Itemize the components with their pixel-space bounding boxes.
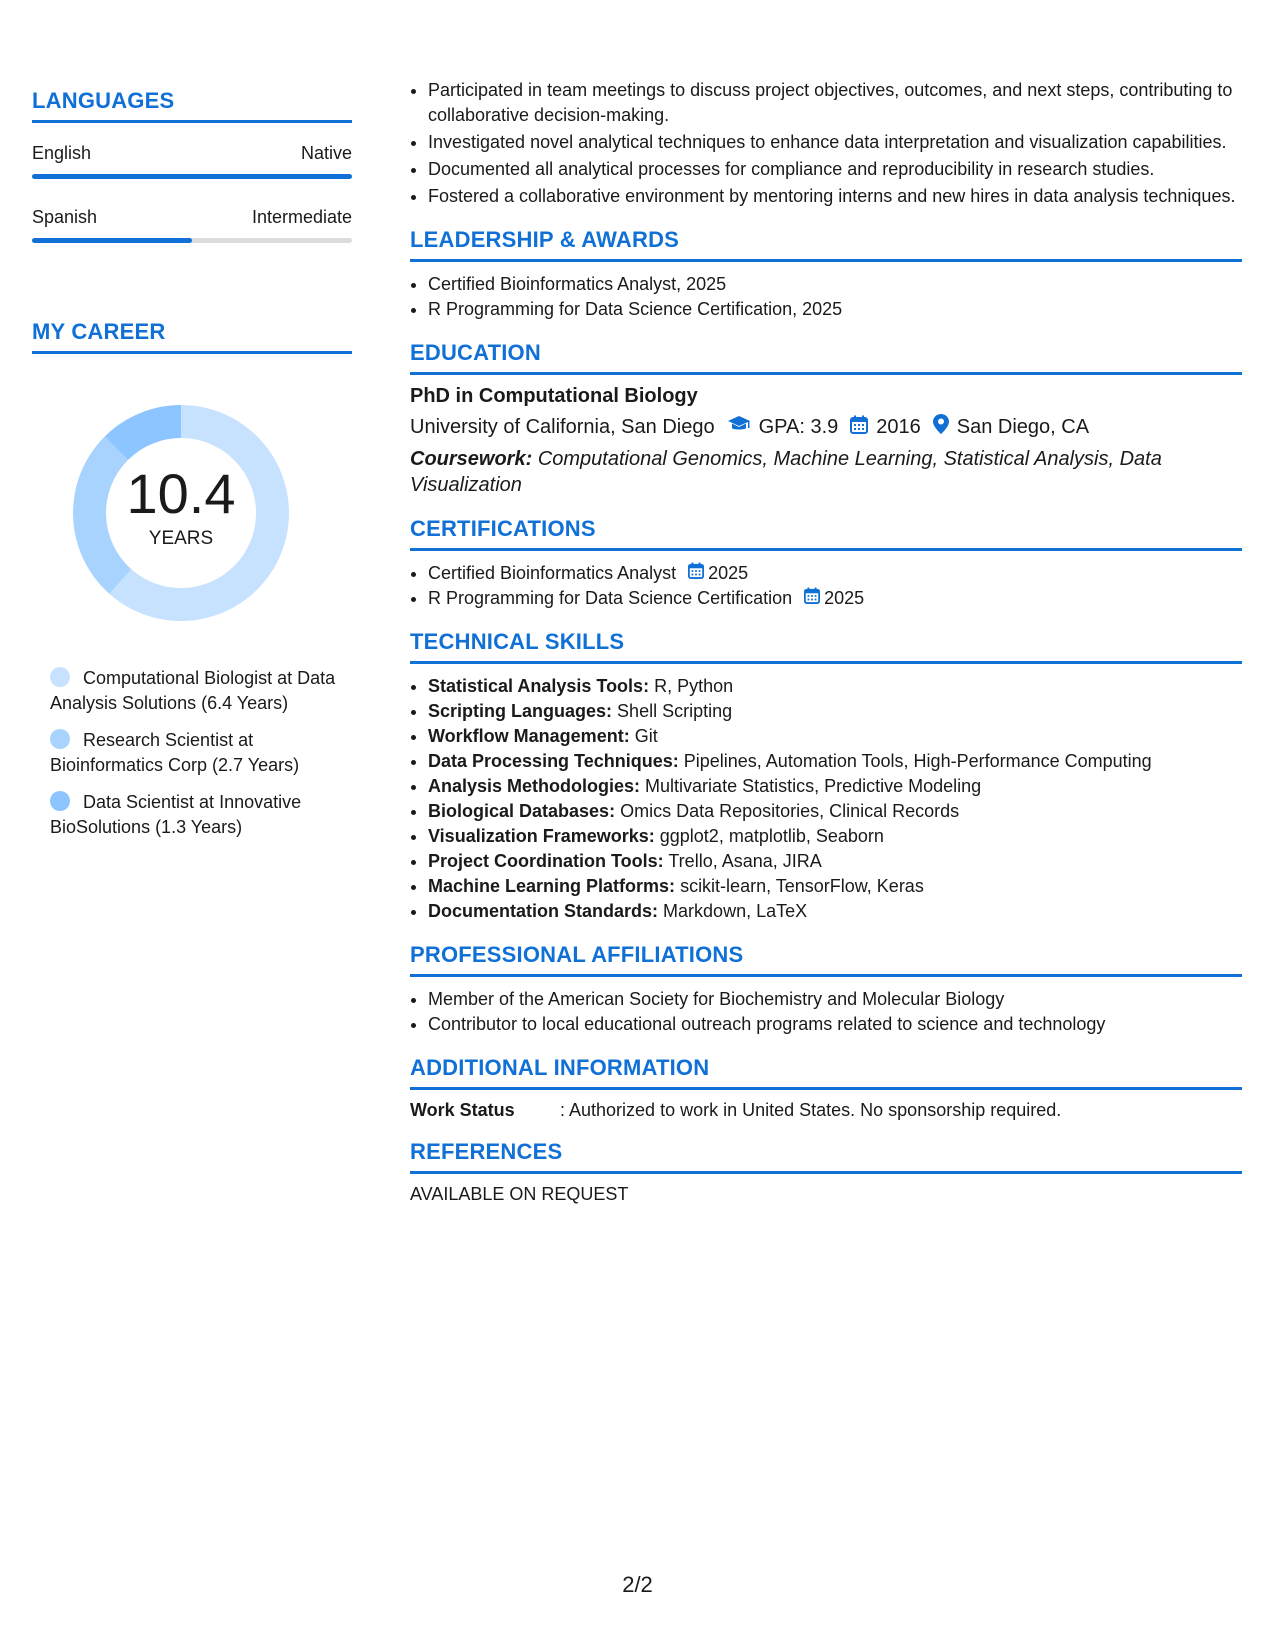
calendar-icon	[688, 561, 704, 586]
school-location: San Diego, CA	[956, 415, 1090, 438]
legend-dot-icon	[50, 729, 70, 749]
work-status-label: Work Status	[410, 1100, 515, 1120]
experience-bullet: • Participated in team meetings to discuss project objectives, outcomes, and next steps, contributing to collaborative decision-making.	[428, 78, 1242, 128]
additional-info-section	[410, 1055, 1242, 1121]
work-status-row	[410, 1100, 1242, 1121]
skill-item	[428, 824, 1242, 849]
school-name: University of California, San Diego	[410, 415, 715, 438]
languages-section	[32, 88, 352, 243]
certification-item	[428, 561, 1242, 586]
references-text: AVAILABLE ON REQUEST	[410, 1184, 629, 1204]
right-column	[410, 78, 1242, 1205]
affiliation-item: • Member of the American Society for Biochemistry and Molecular Biology	[428, 987, 1242, 1012]
experience-bullet: • Fostered a collaborative environment by mentoring interns and new hires in data analysis techniques.	[428, 184, 1242, 209]
career-legend-item	[50, 666, 340, 716]
skill-label: Workflow Management:	[428, 726, 630, 746]
skill-item	[428, 724, 1242, 749]
skill-value: scikit-learn, TensorFlow, Keras	[680, 876, 924, 896]
coursework-label: Coursework:	[410, 448, 533, 470]
left-column	[32, 88, 352, 852]
skill-label: Scripting Languages:	[428, 701, 613, 721]
language-proficiency-bar	[32, 174, 352, 179]
skill-label: Data Processing Techniques:	[428, 751, 679, 771]
skill-item	[428, 899, 1242, 924]
language-proficiency-bar	[32, 238, 352, 243]
skill-value: Trello, Asana, JIRA	[668, 851, 822, 871]
skill-item	[428, 674, 1242, 699]
additional-info-title: ADDITIONAL INFORMATION	[410, 1055, 1242, 1090]
certification-name: • R Programming for Data Science Certification	[428, 588, 793, 608]
location-pin-icon	[933, 414, 949, 440]
career-legend-label: Research Scientist at Bioinformatics Corp (2.7 Years)	[50, 730, 300, 775]
skill-item	[428, 799, 1242, 824]
coursework	[410, 446, 1242, 498]
calendar-icon	[804, 586, 820, 611]
coursework-list: Computational Genomics, Machine Learning, Statistical Analysis, Data Visualization	[410, 448, 1162, 496]
skill-label: Machine Learning Platforms:	[428, 876, 676, 896]
page-number: 2/2	[622, 1572, 653, 1597]
calendar-icon	[850, 415, 868, 440]
skill-label: Documentation Standards:	[428, 901, 659, 921]
legend-dot-icon	[50, 667, 70, 687]
language-item	[32, 207, 352, 243]
leadership-section	[410, 227, 1242, 322]
references-title: REFERENCES	[410, 1139, 1242, 1174]
certifications-section	[410, 516, 1242, 611]
languages-title: LANGUAGES	[32, 88, 352, 123]
certification-year: 2025	[708, 563, 749, 583]
education-details	[410, 414, 1242, 440]
legend-dot-icon	[50, 791, 70, 811]
career-legend	[50, 666, 340, 840]
skill-value: R, Python	[654, 676, 734, 696]
skill-item	[428, 749, 1242, 774]
skill-label: Visualization Frameworks:	[428, 826, 655, 846]
certification-name: • Certified Bioinformatics Analyst	[428, 563, 677, 583]
skill-label: Analysis Methodologies:	[428, 776, 641, 796]
career-donut-chart	[66, 398, 296, 628]
experience-bullet: • Documented all analytical processes for compliance and reproducibility in research studies.	[428, 157, 1242, 182]
career-title: MY CAREER	[32, 319, 352, 354]
skill-value: Git	[634, 726, 658, 746]
certifications-title: CERTIFICATIONS	[410, 516, 1242, 551]
career-legend-item	[50, 728, 340, 778]
career-legend-label: Computational Biologist at Data Analysis Solutions (6.4 Years)	[50, 668, 336, 713]
references-section	[410, 1139, 1242, 1205]
graduation-cap-icon	[727, 415, 751, 439]
skill-label: Biological Databases:	[428, 801, 616, 821]
work-status-value: : Authorized to work in United States. No sponsorship required.	[560, 1100, 1062, 1120]
skill-value: Omics Data Repositories, Clinical Records	[620, 801, 960, 821]
certification-item	[428, 586, 1242, 611]
language-level: Native	[300, 143, 352, 163]
language-level: Intermediate	[251, 207, 352, 227]
skill-item	[428, 849, 1242, 874]
certification-year: 2025	[824, 588, 865, 608]
leadership-title: LEADERSHIP & AWARDS	[410, 227, 1242, 262]
career-legend-label: Data Scientist at Innovative BioSolutions (1.3 Years)	[50, 792, 302, 837]
affiliations-section	[410, 942, 1242, 1037]
skill-value: ggplot2, matplotlib, Seaborn	[659, 826, 884, 846]
experience-bullets	[410, 78, 1242, 209]
skill-value: Multivariate Statistics, Predictive Modeling	[645, 776, 982, 796]
language-proficiency-fill	[32, 174, 352, 179]
skills-title: TECHNICAL SKILLS	[410, 629, 1242, 664]
career-section	[32, 319, 352, 840]
skill-label: Statistical Analysis Tools:	[428, 676, 650, 696]
graduation-year: 2016	[876, 415, 921, 438]
language-name: Spanish	[32, 207, 98, 227]
career-legend-item	[50, 790, 340, 840]
career-total-unit: YEARS	[148, 528, 214, 549]
leadership-item: • R Programming for Data Science Certification, 2025	[428, 297, 1242, 322]
skill-item	[428, 874, 1242, 899]
career-total-years: 10.4	[126, 462, 236, 525]
skill-value: Shell Scripting	[617, 701, 733, 721]
language-item	[32, 143, 352, 179]
skill-item	[428, 699, 1242, 724]
education-section	[410, 340, 1242, 498]
skill-value: Pipelines, Automation Tools, High-Performance Computing	[683, 751, 1152, 771]
affiliations-title: PROFESSIONAL AFFILIATIONS	[410, 942, 1242, 977]
skill-label: Project Coordination Tools:	[428, 851, 664, 871]
skill-item	[428, 774, 1242, 799]
degree-name: PhD in Computational Biology	[410, 385, 698, 407]
skills-section	[410, 629, 1242, 924]
leadership-item: • Certified Bioinformatics Analyst, 2025	[428, 272, 1242, 297]
gpa: GPA: 3.9	[758, 415, 839, 438]
skill-value: Markdown, LaTeX	[663, 901, 808, 921]
language-name: English	[32, 143, 92, 163]
language-proficiency-fill	[32, 238, 192, 243]
experience-bullet: • Investigated novel analytical techniques to enhance data interpretation and visualization capabilities.	[428, 130, 1242, 155]
education-title: EDUCATION	[410, 340, 1242, 375]
affiliation-item: • Contributor to local educational outreach programs related to science and technology	[428, 1012, 1242, 1037]
